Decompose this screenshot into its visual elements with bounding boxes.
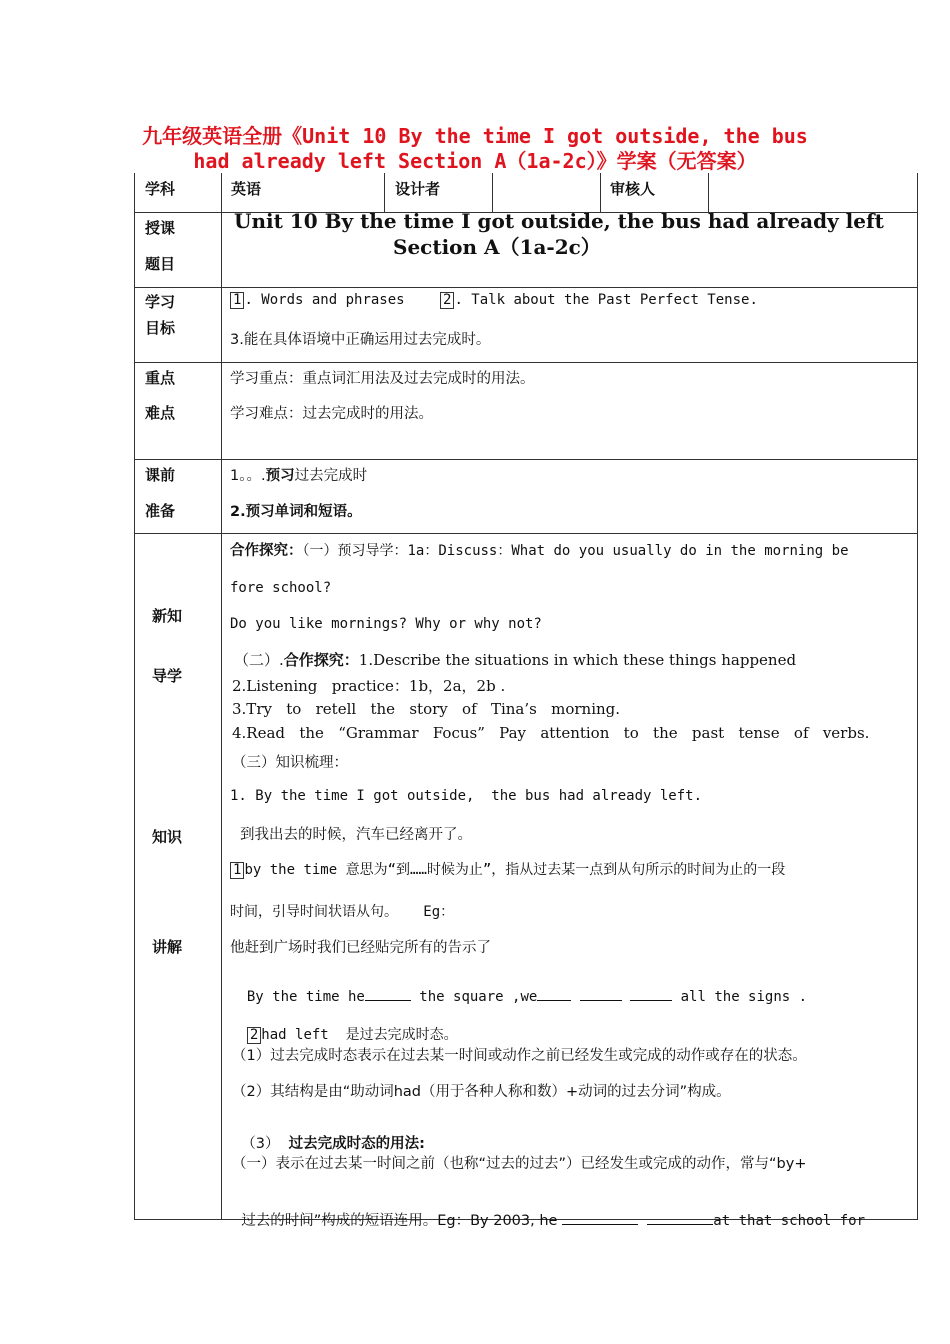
note-1-continued: 时间，引导时间状语从句。 Eg： <box>230 904 455 920</box>
coop-line-1 <box>230 539 849 560</box>
focus-key-points: 学习重点：重点词汇用法及过去完成时的用法。 <box>230 371 535 387</box>
coop-label: 合作探究： <box>230 543 303 559</box>
rule-1: （1）过去完成时态表示在过去某一时间或动作之前已经发生或完成的动作或存在的状态。 <box>232 1048 807 1064</box>
goal-item-1-text: . Words and phrases <box>244 292 405 308</box>
rule-3 <box>232 1116 425 1153</box>
prep-item-1-prefix: 1。。. <box>230 468 266 484</box>
note-1-number: 1 <box>230 862 244 879</box>
main-label-2: 导学 <box>152 667 183 685</box>
goals-label-2: 目标 <box>145 319 176 337</box>
topic-label-2: 题目 <box>145 255 176 273</box>
example-part-b: the square ,we <box>410 989 538 1005</box>
header-divider-1 <box>384 173 385 212</box>
header-divider-2 <box>492 173 493 212</box>
key-sentence-1-translation: 到我出去的时候，汽车已经离开了。 <box>240 827 472 843</box>
row-line-prep <box>134 533 918 534</box>
document-title-line-2: had already left Section A（1a-2c）》学案（无答案） <box>193 149 757 173</box>
topic-title-line-1: Unit 10 By the time I got outside, the bus had already left <box>234 209 884 233</box>
listening-practice: 2.Listening practice：1b，2a，2b . <box>232 677 506 695</box>
note-2-text: had left 是过去完成时态。 <box>261 1027 458 1043</box>
table-border-left <box>134 173 135 1220</box>
table-label-divider <box>221 173 222 1220</box>
blank-3[interactable] <box>580 988 622 1001</box>
grammar-focus-task: 4.Read the “Grammar Focus” Pay attention to the past tense of verbs. <box>232 724 870 742</box>
goal-item-2-number: 2 <box>440 292 454 309</box>
example-chinese: 他赶到广场时我们已经贴完所有的告示了 <box>230 940 491 956</box>
prep-label-2: 准备 <box>145 502 176 520</box>
note-1-text: by the time 意思为“到……时候为止”，指从过去某一点到从句所示的时间为止的一段 <box>244 862 786 878</box>
example-part-c: all the signs . <box>672 989 808 1005</box>
usage-1-line-2a: 过去的时间”构成的短语连用。Eg：By 2003, he <box>241 1213 563 1229</box>
blank-4[interactable] <box>630 988 672 1001</box>
note-2 <box>230 1008 458 1044</box>
main-label-1: 新知 <box>152 607 183 625</box>
goal-item-3: 3.能在具体语境中正确运用过去完成时。 <box>230 332 491 348</box>
focus-label-2: 难点 <box>145 404 176 422</box>
coop2-text: 1.Describe the situations in which these things happened <box>358 651 797 669</box>
goal-item-1 <box>230 292 405 309</box>
rule-2: （2）其结构是由“助动词had（用于各种人称和数）+动词的过去分词”构成。 <box>232 1084 731 1100</box>
header-divider-3 <box>600 173 601 212</box>
coop-line-3: Do you like mornings? Why or why not? <box>230 616 542 632</box>
goal-item-2 <box>440 292 758 309</box>
topic-label-1: 授课 <box>145 219 176 237</box>
coop2-prefix: （二）. <box>234 651 284 669</box>
coop-line-1-text: （一）预习导学：1a：Discuss：What do you usually do in the morning be <box>302 543 849 559</box>
designer-label: 设计者 <box>395 180 441 198</box>
header-divider-4 <box>708 173 709 212</box>
topic-title-line-2: Section A（1a-2c） <box>393 235 601 259</box>
rule-3-text: 过去完成时态的用法: <box>288 1136 425 1152</box>
focus-label-1: 重点 <box>145 369 176 387</box>
row-line-topic <box>134 287 918 288</box>
blank-2[interactable] <box>537 988 571 1001</box>
example-part-a: By the time he <box>246 989 365 1005</box>
focus-difficult-points: 学习难点：过去完成时的用法。 <box>230 406 433 422</box>
subject-value: 英语 <box>231 180 262 198</box>
goal-item-2-text: . Talk about the Past Perfect Tense. <box>454 292 758 308</box>
usage-1-line-2 <box>232 1193 865 1230</box>
coop2-label: 合作探究： <box>283 651 359 669</box>
prep-item-1-rest: 过去完成时 <box>294 468 368 484</box>
blank-5[interactable] <box>562 1212 638 1225</box>
subject-label: 学科 <box>145 180 176 198</box>
note-1 <box>230 859 785 879</box>
usage-1-line-1: （一）表示在过去某一时间之前（也称“过去的过去”）已经发生或完成的动作，常与“by+ <box>232 1156 807 1172</box>
key-sentence-1: 1. By the time I got outside, the bus had already left. <box>230 788 703 804</box>
usage-1-line-2b: at that school for <box>713 1213 866 1229</box>
rule-3-number: （3） <box>241 1136 280 1152</box>
goal-item-1-number: 1 <box>230 292 244 309</box>
coop2-line <box>234 649 796 670</box>
blank-1[interactable] <box>365 988 411 1001</box>
prep-item-2: 2.预习单词和短语。 <box>230 504 362 520</box>
prep-label-1: 课前 <box>145 466 176 484</box>
prep-item-1-bold: 预习 <box>265 468 295 484</box>
main-label-4: 讲解 <box>152 938 183 956</box>
example-english-blanks <box>230 972 807 1005</box>
row-line-goals <box>134 362 918 363</box>
table-border-right <box>917 173 918 1220</box>
row-line-focus <box>134 459 918 460</box>
document-title-line-1: 九年级英语全册《Unit 10 By the time I got outside, the bus <box>142 124 808 148</box>
reviewer-label: 审核人 <box>610 180 656 198</box>
main-label-3: 知识 <box>152 828 183 846</box>
section-3-heading: （三）知识梳理： <box>232 755 348 771</box>
goals-label-1: 学习 <box>145 293 176 311</box>
retell-task: 3.Try to retell the story of Tina’s morning. <box>232 700 621 718</box>
coop-line-2: fore school? <box>230 580 332 596</box>
blank-6[interactable] <box>647 1212 713 1225</box>
note-2-number: 2 <box>247 1027 261 1044</box>
prep-item-1 <box>230 464 367 485</box>
